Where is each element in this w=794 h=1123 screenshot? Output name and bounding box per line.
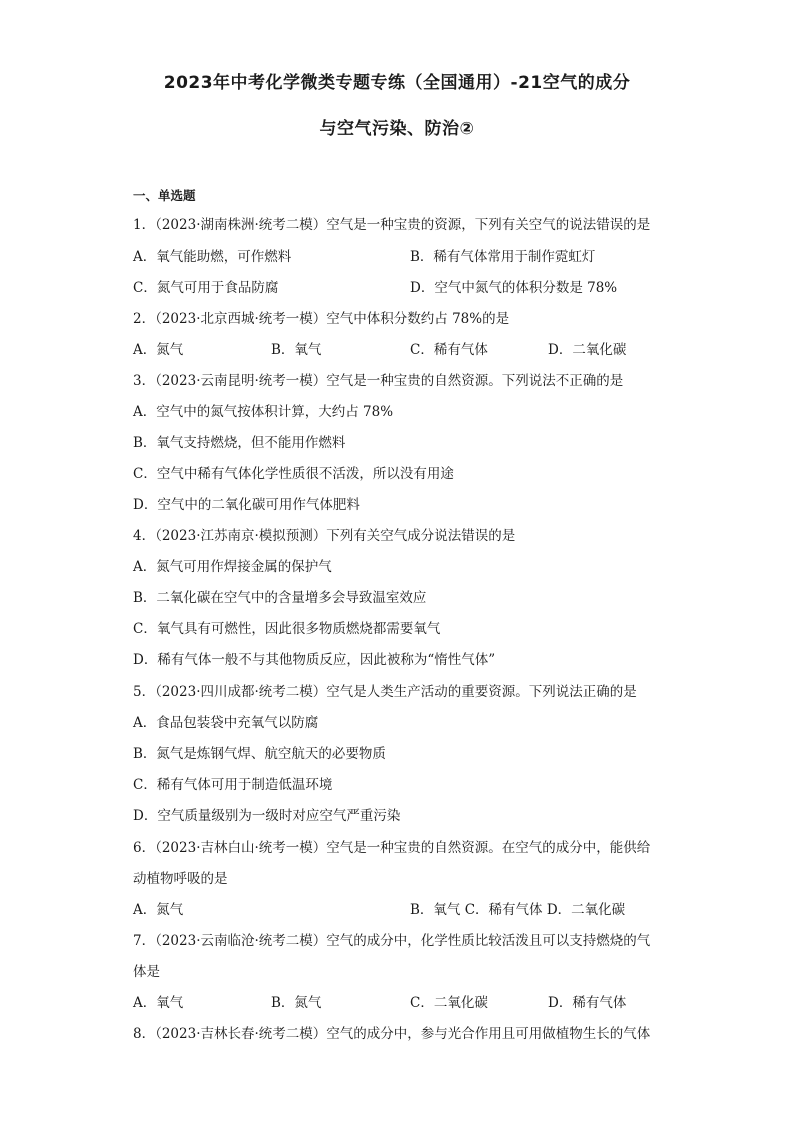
question-2-option-a: A．氮气 <box>133 342 184 358</box>
question-7-stem-line-1: 7．（2023·云南临沧·统考二模）空气的成分中，化学性质比较活泼且可以支持燃烧的气 <box>133 933 651 949</box>
question-6-options-bcd: B．氧气 C．稀有气体 D．二氧化碳 <box>410 902 626 918</box>
question-1-option-a: A．氧气能助燃，可作燃料 <box>133 249 292 265</box>
question-4-stem: 4．（2023·江苏南京·模拟预测）下列有关空气成分说法错误的是 <box>133 528 516 544</box>
question-1-option-d: D．空气中氮气的体积分数是 78% <box>410 280 618 296</box>
question-4-option-a: A．氮气可用作焊接金属的保护气 <box>133 559 332 575</box>
question-7-stem-line-2: 体是 <box>133 964 160 980</box>
question-4-option-d: D．稀有气体一般不与其他物质反应，因此被称为“惰性气体” <box>133 652 496 668</box>
document-title-line-2: 与空气污染、防治② <box>319 119 475 139</box>
question-8-stem-line-1: 8．（2023·吉林长春·统考二模）空气的成分中，参与光合作用且可用做植物生长的气体 <box>133 1026 651 1042</box>
question-7-option-d: D．稀有气体 <box>548 995 627 1011</box>
question-5-option-a: A．食品包装袋中充氧气以防腐 <box>133 715 319 731</box>
question-7-option-c: C．二氧化碳 <box>410 995 488 1011</box>
question-5-option-c: C．稀有气体可用于制造低温环境 <box>133 777 333 793</box>
question-7-option-a: A．氧气 <box>133 995 184 1011</box>
question-3-stem: 3．（2023·云南昆明·统考一模）空气是一种宝贵的自然资源。下列说法不正确的是 <box>133 373 624 389</box>
question-5-stem: 5．（2023·四川成都·统考二模）空气是人类生产活动的重要资源。下列说法正确的是 <box>133 684 637 700</box>
question-3-option-b: B．氧气支持燃烧，但不能用作燃料 <box>133 435 346 451</box>
question-2-stem: 2．（2023·北京西城·统考一模）空气中体积分数约占 78%的是 <box>133 311 510 327</box>
question-3-option-d: D．空气中的二氧化碳可用作气体肥料 <box>133 497 360 513</box>
question-7-option-b: B．氮气 <box>271 995 322 1011</box>
question-6-stem-line-1: 6．（2023·吉林白山·统考一模）空气是一种宝贵的自然资源。在空气的成分中，能供给 <box>133 840 651 856</box>
question-3-option-c: C．空气中稀有气体化学性质很不活泼，所以没有用途 <box>133 466 454 482</box>
question-2-option-d: D．二氧化碳 <box>548 342 627 358</box>
question-4-option-c: C．氧气具有可燃性，因此很多物质燃烧都需要氧气 <box>133 621 441 637</box>
question-5-option-b: B．氮气是炼钢气焊、航空航天的必要物质 <box>133 746 386 762</box>
question-1-option-b: B．稀有气体常用于制作霓虹灯 <box>410 249 596 265</box>
question-1-option-c: C．氮气可用于食品防腐 <box>133 280 279 296</box>
question-5-option-d: D．空气质量级别为一级时对应空气严重污染 <box>133 808 401 824</box>
question-2-option-b: B．氧气 <box>271 342 322 358</box>
document-title-line-1: 2023年中考化学微类专题专练（全国通用）-21空气的成分 <box>163 73 631 93</box>
question-6-option-a: A．氮气 <box>133 902 184 918</box>
question-1-stem: 1．（2023·湖南株洲·统考二模）空气是一种宝贵的资源，下列有关空气的说法错误的是 <box>133 217 651 233</box>
question-2-option-c: C．稀有气体 <box>410 342 488 358</box>
section-heading: 一、单选题 <box>133 188 196 203</box>
question-4-option-b: B．二氧化碳在空气中的含量增多会导致温室效应 <box>133 590 427 606</box>
question-6-stem-line-2: 动植物呼吸的是 <box>133 871 228 887</box>
question-3-option-a: A．空气中的氮气按体积计算，大约占 78% <box>133 404 394 420</box>
